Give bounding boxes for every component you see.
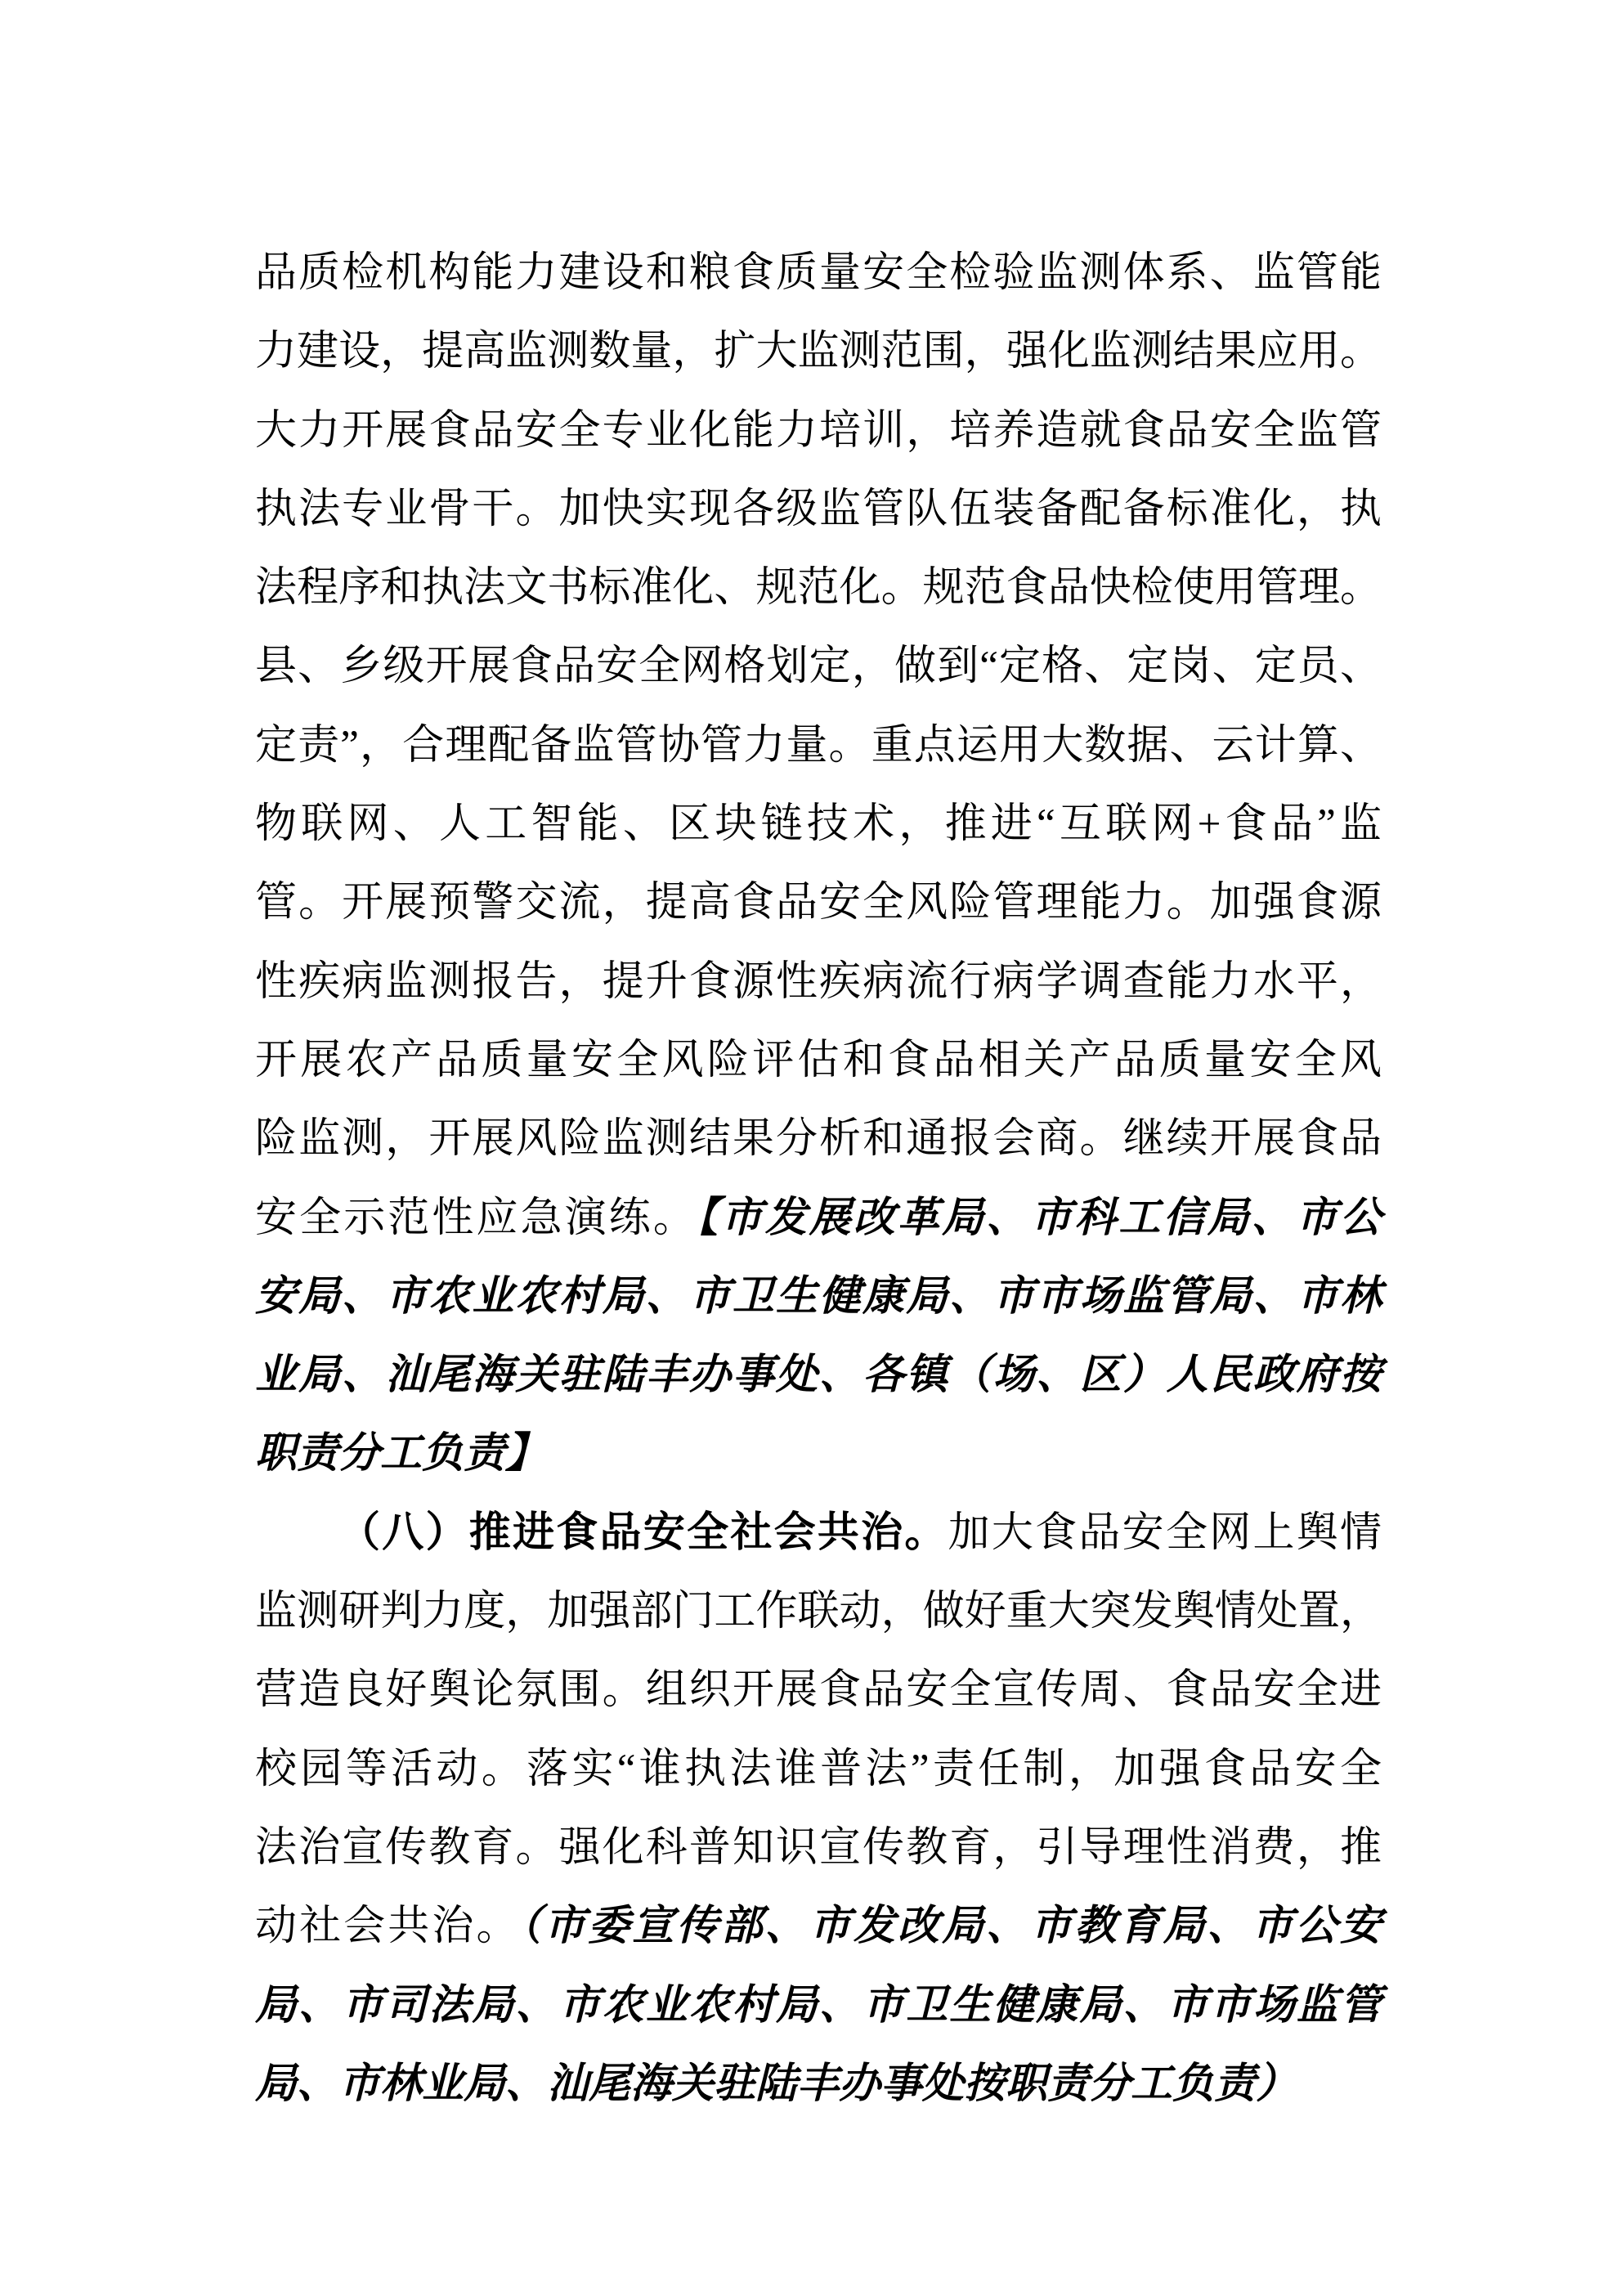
text-line-17 (255, 1494, 1382, 1572)
text-line-16 (255, 1415, 1382, 1493)
text-run: 业局、汕尾海关驻陆丰办事处、各镇（场、区）人民政府按 (255, 1352, 1382, 1399)
text-line-5 (255, 549, 1382, 627)
text-run: 安局、市农业农村局、市卫生健康局、市市场监管局、市林 (255, 1273, 1382, 1320)
text-line-14 (255, 1258, 1382, 1336)
text-line-3 (255, 392, 1382, 470)
text-run: 县、乡级开展食品安全网格划定，做到“定格、定岗、定员、 (255, 644, 1382, 690)
text-run: 品质检机构能力建设和粮食质量安全检验监测体系、监管能 (255, 250, 1382, 296)
text-line-11 (255, 1021, 1382, 1100)
text-line-23 (255, 1966, 1382, 2045)
text-run: 【市发展改革局、市科工信局、市公 (697, 1195, 1382, 1241)
text-run: 物联网、人工智能、区块链技术，推进“互联网+食品”监 (255, 801, 1382, 848)
text-run: 职责分工负责】 (255, 1431, 548, 1478)
text-run: 法治宣传教育。强化科普知识宣传教育，引导理性消费，推 (255, 1824, 1382, 1871)
text-line-18 (255, 1572, 1382, 1651)
text-line-12 (255, 1100, 1382, 1178)
text-line-6 (255, 627, 1382, 706)
text-run: 动社会共治。 (255, 1904, 521, 1950)
text-line-24 (255, 2045, 1382, 2123)
text-run: 管。开展预警交流，提高食品安全风险管理能力。加强食源 (255, 880, 1382, 926)
text-run: 开展农产品质量安全风险评估和食品相关产品质量安全风 (255, 1037, 1382, 1083)
text-line-21 (255, 1809, 1382, 1887)
text-line-19 (255, 1651, 1382, 1729)
text-run: 监测研判力度，加强部门工作联动，做好重大突发舆情处置， (255, 1589, 1382, 1635)
text-line-13 (255, 1179, 1382, 1258)
text-run: 执法专业骨干。加快实现各级监管队伍装备配备标准化，执 (255, 486, 1382, 532)
text-run: 校园等活动。落实“谁执法谁普法”责任制，加强食品安全 (255, 1746, 1382, 1792)
text-line-8 (255, 785, 1382, 863)
text-line-20 (255, 1730, 1382, 1809)
text-run: 险监测，开展风险监测结果分析和通报会商。继续开展食品 (255, 1116, 1382, 1163)
text-run: 定责”，合理配备监管协管力量。重点运用大数据、云计算、 (255, 722, 1382, 769)
text-run: 大力开展食品安全专业化能力培训，培养造就食品安全监管 (255, 407, 1382, 454)
text-run: 力建设，提高监测数量，扩大监测范围，强化监测结果应用。 (255, 329, 1382, 375)
text-line-9 (255, 863, 1382, 942)
text-run: 局、市林业局、汕尾海关驻陆丰办事处按职责分工负责） (255, 2061, 1298, 2107)
text-run: 性疾病监测报告，提升食源性疾病流行病学调查能力水平， (255, 958, 1382, 1005)
text-run: 局、市司法局、市农业农村局、市卫生健康局、市市场监管 (255, 1982, 1382, 2029)
text-line-2 (255, 312, 1382, 391)
text-run: （市委宣传部、市发改局、市教育局、市公安 (520, 1904, 1382, 1950)
text-line-7 (255, 706, 1382, 785)
text-run: 安全示范性应急演练。 (255, 1195, 697, 1241)
text-run: 法程序和执法文书标准化、规范化。规范食品快检使用管理。 (255, 565, 1382, 612)
text-run: （八）推进食品安全社会共治。 (338, 1509, 948, 1556)
text-line-4 (255, 470, 1382, 549)
text-run: 营造良好舆论氛围。组织开展食品安全宣传周、食品安全进 (255, 1667, 1382, 1714)
text-line-1 (255, 234, 1382, 312)
document-page (255, 234, 1382, 2123)
text-run: 加大食品安全网上舆情 (948, 1509, 1382, 1556)
text-line-15 (255, 1336, 1382, 1415)
text-line-22 (255, 1887, 1382, 1966)
text-line-10 (255, 943, 1382, 1021)
